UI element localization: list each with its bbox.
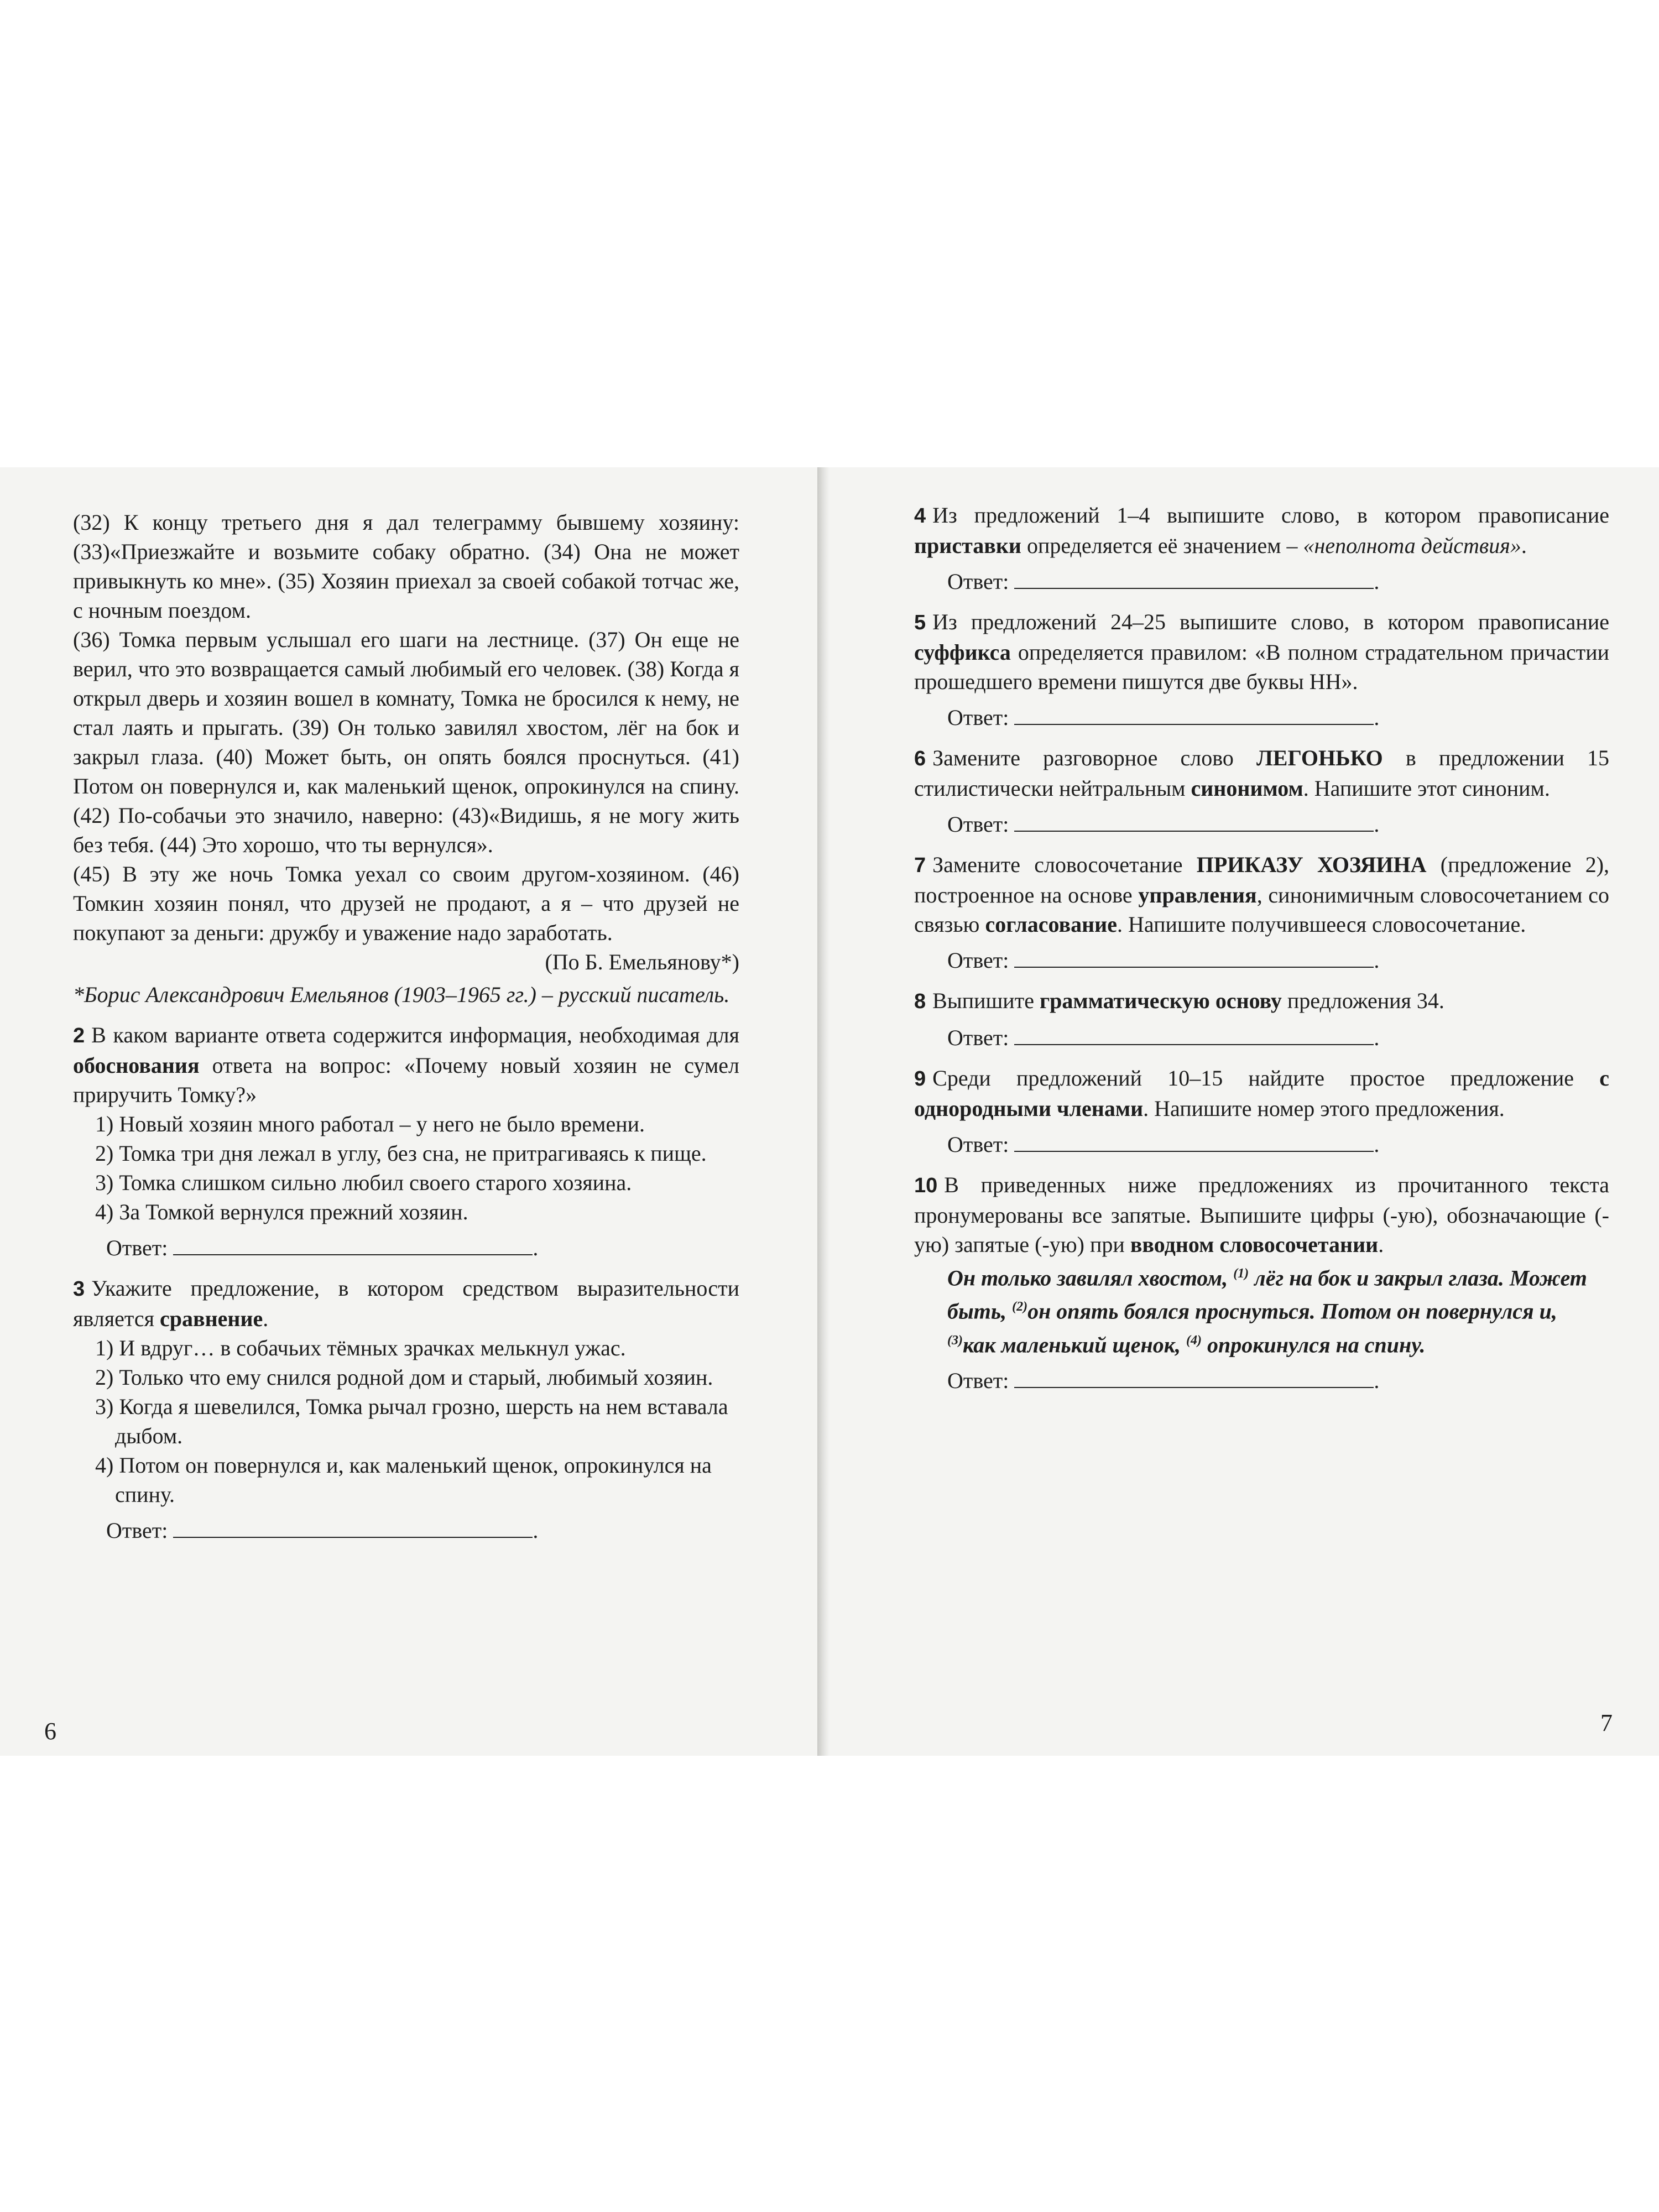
answer-option: 3) Когда я шевелился, Томка рычал грозно, шерсть на нем вставала дыбом. — [95, 1394, 728, 1448]
task-4 — [914, 500, 1609, 596]
answer-option: 1) И вдруг… в собачьих тёмных зрачках мелькнул ужас. — [95, 1335, 626, 1360]
answer-label: Ответ: — [106, 1518, 168, 1543]
answer-label: Ответ: — [947, 1025, 1009, 1050]
task-question: 4 Из предложений 1–4 выпишите слово, в котором правописание приставки определяется её значением – «неполнота действия». — [914, 503, 1609, 558]
answer-row: Ответ: . — [947, 702, 1609, 732]
answer-label: Ответ: — [106, 1235, 168, 1260]
answer-label: Ответ: — [947, 569, 1009, 594]
answer-label: Ответ: — [947, 1132, 1009, 1157]
answer-field[interactable] — [1014, 1129, 1374, 1152]
answer-row: Ответ: . — [106, 1232, 739, 1262]
footnote: *Борис Александрович Емельянов (1903–1965 гг.) – русский писатель. — [73, 982, 730, 1007]
task-number: 4 — [914, 504, 926, 528]
task-2 — [73, 1020, 739, 1262]
task-number: 9 — [914, 1067, 926, 1091]
task-9 — [914, 1063, 1609, 1159]
page-number-left: 6 — [44, 1718, 56, 1745]
task-7 — [914, 850, 1609, 975]
answer-label: Ответ: — [947, 1368, 1009, 1393]
answer-row: Ответ: . — [947, 1129, 1609, 1159]
task-question: 8 Выпишите грамматическую основу предложения 34. — [914, 988, 1444, 1013]
answer-option: 2) Только что ему снился родной дом и старый, любимый хозяин. — [95, 1365, 713, 1390]
answer-field[interactable] — [1014, 566, 1374, 589]
text-paragraph: (45) В эту же ночь Томка уехал со своим другом-хозяином. (46) Томкин хозяин понял, что друзей не продают, а я – что друзей не покупают за деньги: дружбу и уважение надо заработать. — [73, 862, 739, 945]
answer-option: 1) Новый хозяин много работал – у него не было времени. — [95, 1112, 645, 1136]
comma-number: (2) — [1012, 1300, 1028, 1314]
task-question: 5 Из предложений 24–25 выпишите слово, в котором правописание суффикса определяется правилом: «В полном страдательном причастии прошедшего времени пишутся две буквы НН». — [914, 609, 1610, 694]
comma-number: (1) — [1233, 1266, 1249, 1281]
left-page-content — [73, 508, 739, 1545]
task-number: 8 — [914, 990, 926, 1013]
task-question: 2 В каком варианте ответа содержится информация, необходимая для обоснования ответа на вопрос: «Почему новый хозяин не сумел приручить Томку?» — [73, 1022, 740, 1107]
answer-label: Ответ: — [947, 812, 1009, 837]
answer-field[interactable] — [173, 1515, 533, 1538]
text-paragraph: (32) К концу третьего дня я дал телеграмму бывшему хозяину: (33)«Приезжайте и возьмите собаку обратно. (34) Она не может привыкнуть ко мне». (35) Хозяин приехал за своей собакой тотчас же, с ночным поездом. — [73, 510, 739, 623]
text-paragraph: (36) Томка первым услышал его шаги на лестнице. (37) Он еще не верил, что это возвращается самый любимый его человек. (38) Когда я открыл дверь и хозяин вошел в комнату, Томка не бросился к нему, не стал лаять и прыгать. (39) Он только завилял хвостом, лёг на бок и закрыл глаза. (40) Может быть, он опять боялся проснуться. (41) Потом он повернулся и, как маленький щенок, опрокинулся на спину. (42) По-собачьи это значило, наверно: (43)«Видишь, я не могу жить без тебя. (44) Это хорошо, что ты вернулся». — [73, 627, 739, 857]
answer-row: Ответ: . — [947, 945, 1609, 975]
comma-number: (3) — [947, 1333, 963, 1348]
answer-option: 3) Томка слишком сильно любил своего старого хозяина. — [95, 1170, 632, 1195]
answer-row: Ответ: . — [947, 566, 1609, 596]
right-page-content — [914, 500, 1609, 1395]
task-number: 6 — [914, 747, 926, 770]
answer-row: Ответ: . — [106, 1515, 739, 1545]
answer-field[interactable] — [1014, 1365, 1374, 1388]
quoted-sentences: Он только завилял хвостом, $^{(1)}$ лёг на бок и закрыл глаза. Может быть, $^{(2)}$он опять боялся проснуться. Потом он повернулся и, $^{(3)}$как маленький щенок, $^{(4)}$ опрокинулся на спину. — [947, 1265, 1587, 1357]
task-8 — [914, 986, 1609, 1052]
task-number: 7 — [914, 854, 926, 877]
answer-row: Ответ: . — [947, 1365, 1609, 1395]
answer-row: Ответ: . — [947, 1022, 1609, 1052]
task-number: 3 — [73, 1277, 85, 1301]
task-question: 9 Среди предложений 10–15 найдите простое предложение с однородными членами. Напишите номер этого предложения. — [914, 1066, 1610, 1121]
task-question: 6 Замените разговорное слово ЛЕГОНЬКО в предложении 15 стилистически нейтральным синонимом. Напишите этот синоним. — [914, 745, 1610, 801]
page-number-right: 7 — [1600, 1709, 1613, 1736]
task-number: 2 — [73, 1024, 85, 1047]
attribution: (По Б. Емельянову*) — [545, 950, 739, 974]
answer-field[interactable] — [1014, 945, 1374, 968]
task-number: 5 — [914, 611, 926, 634]
answer-option: 4) Потом он повернулся и, как маленький щенок, опрокинулся на спину. — [95, 1453, 712, 1507]
task-question: 7 Замените словосочетание ПРИКАЗУ ХОЗЯИНА (предложение 2), построенное на основе управления, синонимичным словосочетанием со связью согласование. Напишите получившееся словосочетание. — [914, 852, 1610, 937]
answer-option: 4) За Томкой вернулся прежний хозяин. — [95, 1199, 468, 1224]
book-gutter — [817, 467, 830, 1756]
answer-row: Ответ: . — [947, 808, 1609, 839]
answer-label: Ответ: — [947, 705, 1009, 730]
answer-field[interactable] — [1014, 1022, 1374, 1045]
answer-label: Ответ: — [947, 948, 1009, 973]
task-10 — [914, 1170, 1609, 1395]
task-3 — [73, 1274, 739, 1545]
task-question: 3 Укажите предложение, в котором средством выразительности является сравнение. — [73, 1276, 739, 1331]
task-question: 10 В приведенных ниже предложениях из прочитанного текста пронумерованы все запятые. Выпишите цифры (-ую), обозначающие (-ую) запятые (-ую) при вводном словосочетании. — [914, 1172, 1609, 1257]
answer-field[interactable] — [1014, 702, 1374, 725]
answer-option: 2) Томка три дня лежал в углу, без сна, не притрагиваясь к пище. — [95, 1141, 707, 1166]
task-number: 10 — [914, 1174, 938, 1197]
task-5 — [914, 607, 1609, 732]
answer-field[interactable] — [1014, 808, 1374, 832]
task-6 — [914, 743, 1609, 839]
comma-number: (4) — [1186, 1333, 1202, 1348]
answer-field[interactable] — [173, 1232, 533, 1255]
